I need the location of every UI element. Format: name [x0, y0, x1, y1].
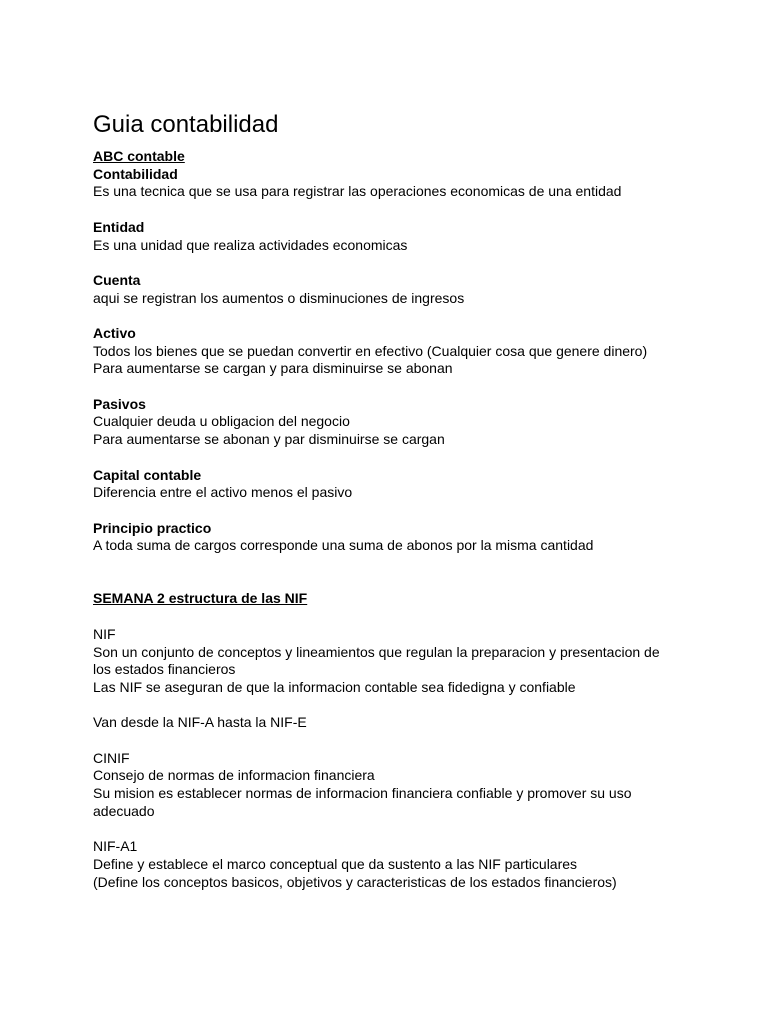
nif-definition: Son un conjunto de conceptos y lineamientos que regulan la preparacion y presentacion de los estados financieros	[93, 643, 660, 678]
pasivos-rule: Para aumentarse se abonan y par disminuirse se cargan	[93, 431, 445, 448]
entidad-section	[93, 219, 693, 254]
nifa1-section	[93, 838, 693, 891]
cuenta-term: Cuenta	[93, 271, 141, 288]
contabilidad-section	[93, 166, 693, 201]
document-title: Guia contabilidad	[93, 111, 279, 138]
activo-section	[93, 325, 693, 378]
document-page	[93, 110, 693, 891]
cuenta-section	[93, 272, 693, 307]
cinif-section	[93, 750, 693, 821]
capital-term: Capital contable	[93, 466, 202, 483]
pasivos-section	[93, 396, 693, 449]
nif-purpose: Las NIF se aseguran de que la informacion contable sea fidedigna y confiable	[93, 678, 576, 695]
principio-term: Principio practico	[93, 519, 212, 536]
entidad-term: Entidad	[93, 218, 145, 235]
principio-definition: A toda suma de cargos corresponde una suma de abonos por la misma cantidad	[93, 537, 594, 554]
nif-section	[93, 626, 693, 732]
capital-definition: Diferencia entre el activo menos el pasivo	[93, 484, 353, 501]
abc-contable-heading: ABC contable	[93, 148, 185, 164]
capital-section	[93, 467, 693, 502]
semana2-heading: SEMANA 2 estructura de las NIF	[93, 590, 308, 607]
cinif-term: CINIF	[93, 749, 130, 766]
nifa1-detail: (Define los conceptos basicos, objetivos y caracteristicas de los estados financieros)	[93, 873, 617, 890]
entidad-definition: Es una unidad que realiza actividades economicas	[93, 236, 408, 253]
nif-term: NIF	[93, 625, 116, 642]
nif-range: Van desde la NIF-A hasta la NIF-E	[93, 714, 307, 731]
cinif-meaning: Consejo de normas de informacion financiera	[93, 767, 375, 784]
activo-term: Activo	[93, 324, 136, 341]
activo-rule: Para aumentarse se cargan y para disminuirse se abonan	[93, 360, 453, 377]
cinif-mission: Su mision es establecer normas de informacion financiera confiable y promover su uso adecuado	[93, 785, 632, 819]
pasivos-term: Pasivos	[93, 395, 146, 412]
contabilidad-definition: Es una tecnica que se usa para registrar las operaciones economicas de una entidad	[93, 183, 622, 200]
principio-section	[93, 520, 693, 555]
nifa1-definition: Define y establece el marco conceptual que da sustento a las NIF particulares	[93, 855, 578, 872]
nifa1-term: NIF-A1	[93, 838, 138, 855]
activo-definition: Todos los bienes que se puedan convertir en efectivo (Cualquier cosa que genere dinero)	[93, 342, 648, 359]
contabilidad-term: Contabilidad	[93, 165, 178, 182]
pasivos-definition: Cualquier deuda u obligacion del negocio	[93, 413, 350, 430]
cuenta-definition: aqui se registran los aumentos o disminuciones de ingresos	[93, 289, 465, 306]
